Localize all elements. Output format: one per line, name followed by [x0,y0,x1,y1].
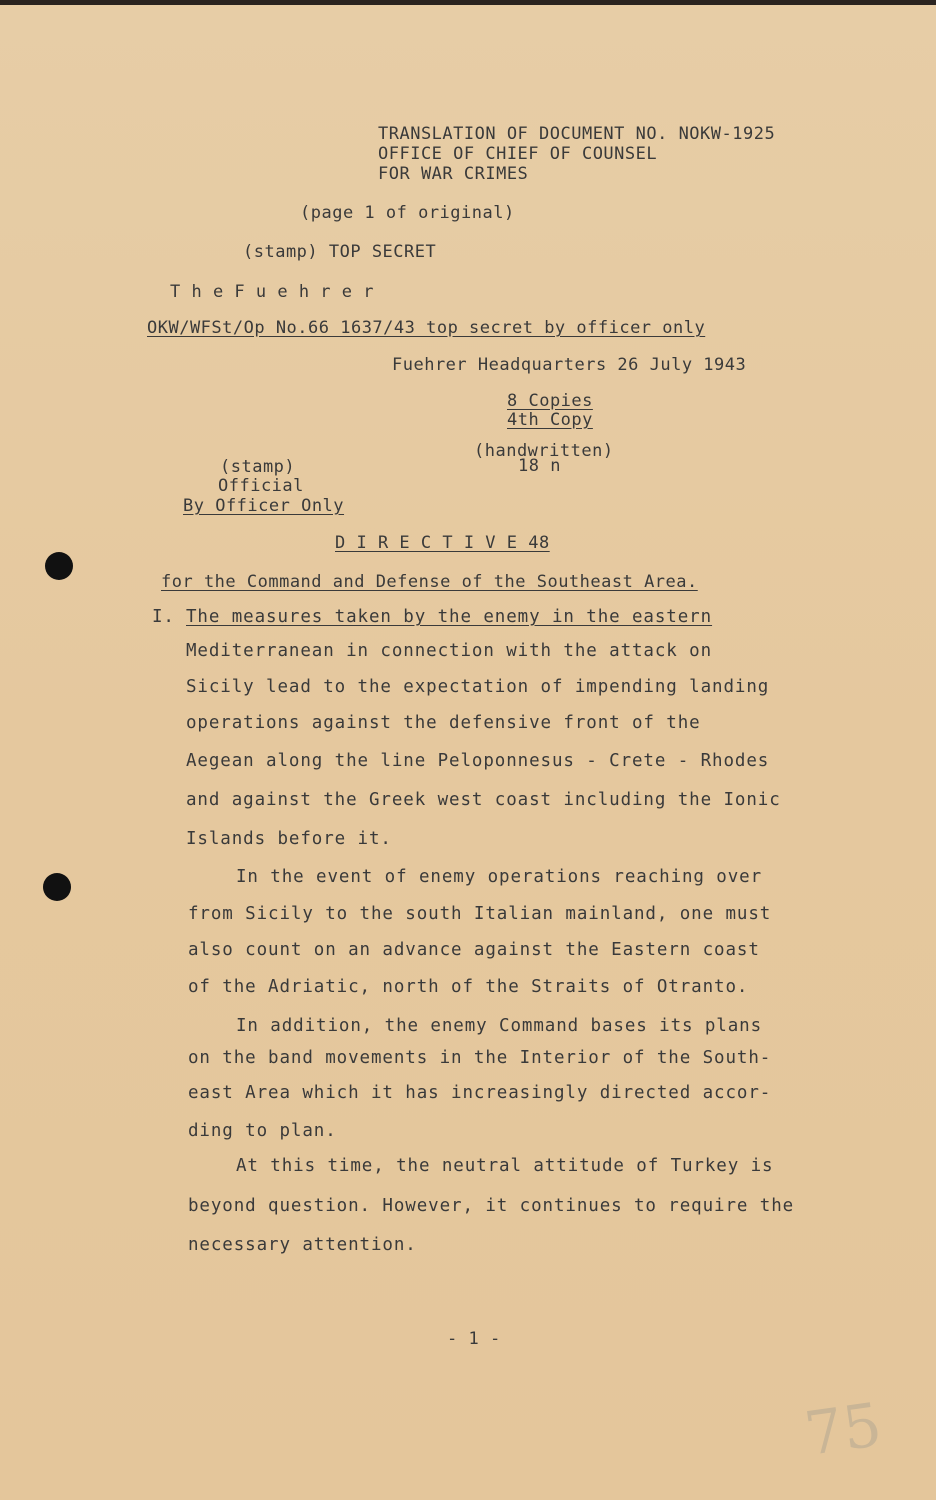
header-line-3: FOR WAR CRIMES [378,164,529,184]
reference-line: OKW/WFSt/Op No.66 1637/43 top secret by officer only [147,318,706,338]
punch-hole-top [45,552,73,580]
fuehrer-heading: T h e F u e h r e r [170,282,374,302]
directive-subtitle: for the Command and Defense of the Southeast Area. [161,572,698,592]
para4-line2: beyond question. However, it continues to require the [188,1196,795,1216]
section-number: I. [152,607,175,627]
para1-line4: operations against the defensive front of the [186,713,701,733]
para3-line1: In addition, the enemy Command bases its plans [236,1016,763,1036]
para1-line5: Aegean along the line Peloponnesus - Crete - Rhodes [186,751,770,771]
copies: 8 Copies [507,391,593,411]
para3-line3: east Area which it has increasingly directed accor- [188,1083,772,1103]
stamp-official-3: By Officer Only [183,496,345,516]
para4-line1: At this time, the neutral attitude of Turkey is [236,1156,774,1176]
para3-line2: on the band movements in the Interior of the South- [188,1048,772,1068]
para3-line4: ding to plan. [188,1121,337,1141]
handwritten-label: (handwritten) [474,441,614,461]
para1-line7: Islands before it. [186,829,392,849]
handwritten-value: 18 n [518,456,561,476]
location-date: Fuehrer Headquarters 26 July 1943 [392,355,747,375]
directive-title: D I R E C T I V E 48 [335,533,550,553]
header-line-1: TRANSLATION OF DOCUMENT NO. NOKW-1925 [378,124,776,144]
para1-line2: Mediterranean in connection with the attack on [186,641,713,661]
para1-line1: The measures taken by the enemy in the eastern [186,607,713,627]
page-number: - 1 - [447,1329,501,1349]
stamp-official-2: Official [218,476,304,496]
para1-line3: Sicily lead to the expectation of impending landing [186,677,770,697]
top-edge [0,0,936,5]
para2-line4: of the Adriatic, north of the Straits of Otranto. [188,977,749,997]
copy-number: 4th Copy [507,410,593,430]
page-note: (page 1 of original) [300,203,515,223]
para4-line3: necessary attention. [188,1235,417,1255]
para2-line3: also count on an advance against the Eastern coast [188,940,760,960]
para2-line2: from Sicily to the south Italian mainland, one must [188,904,772,924]
header-line-2: OFFICE OF CHIEF OF COUNSEL [378,144,658,164]
punch-hole-bottom [43,873,71,901]
para1-line6: and against the Greek west coast including the Ionic [186,790,781,810]
pencil-mark: 75 [800,1390,886,1470]
para2-line1: In the event of enemy operations reaching over [236,867,763,887]
stamp-top-secret: (stamp) TOP SECRET [243,242,437,262]
stamp-official-1: (stamp) [220,457,296,477]
